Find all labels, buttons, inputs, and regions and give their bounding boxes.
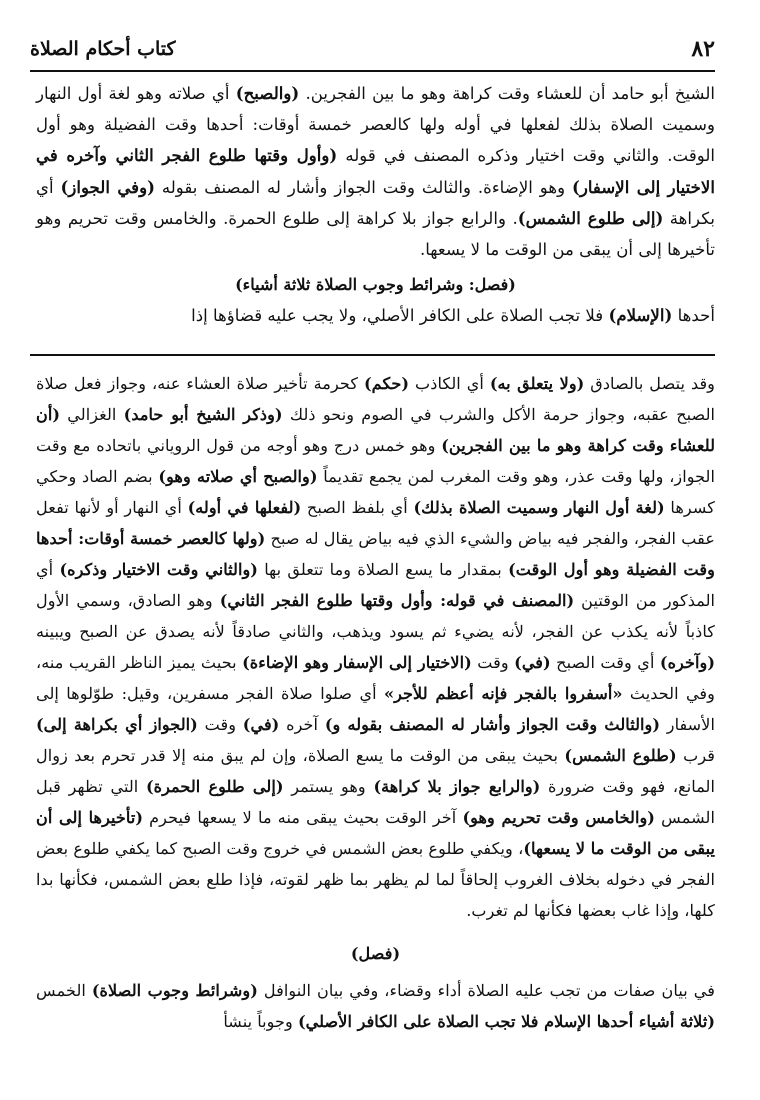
- bold-quoted-text: «أسفروا بالفجر فإنه أعظم للأجر»: [383, 684, 623, 703]
- text-run: التي تظهر قبل الشمس: [36, 777, 715, 827]
- text-run: أحدها: [672, 306, 715, 326]
- text-run: أي المذكور من الوقتين: [36, 560, 715, 610]
- commentary-paragraph: [36, 975, 715, 1037]
- commentary-paragraph: [36, 368, 715, 926]
- text-run: بمقدار ما يسع الصلاة وما تتعلق بها: [257, 560, 509, 579]
- bold-quoted-text: (والثاني وقت الاختيار وذكره): [59, 560, 258, 579]
- running-title: كتاب أحكام الصلاة: [30, 38, 176, 60]
- text-run: أي بلفظ الصبح: [301, 498, 414, 517]
- section-heading: (فصل: وشرائط وجوب الصلاة ثلاثة أشياء): [235, 274, 516, 294]
- text-run: بضم الصاد وحكي كسرها: [36, 467, 715, 517]
- text-run: وجوباً ينشأ: [223, 1012, 299, 1031]
- bold-quoted-text: (إلى طلوع الشمس): [517, 208, 664, 229]
- text-run: في بيان صفات من تجب عليه الصلاة أداء وقضاء، وفي بيان النوافل: [257, 981, 715, 1000]
- bold-quoted-text: (والرابع جواز بلا كراهة): [373, 777, 541, 796]
- bold-quoted-text: (الجواز أي بكراهة إلى): [36, 715, 198, 734]
- bold-quoted-text: (لفعلها في أوله): [187, 498, 302, 517]
- text-run: قرب: [676, 746, 715, 765]
- bold-quoted-text: (والصبح أي صلاته وهو): [158, 467, 318, 486]
- bold-quoted-text: (تأخيرها إلى أن يبقى من الوقت ما لا يسعها): [36, 808, 715, 858]
- text-run: أي وقت الصبح: [550, 653, 660, 672]
- text-run: أي صلاته وهو لغة أول النهار وسميت الصلاة بذلك لفعلها في أوله ولها كالعصر خمسة أوقات: أحدها وقت الفضيلة وهو أول الوقت. والثاني وقت اختيار وذكره المصنف في قوله: [36, 84, 715, 166]
- page-header: [30, 34, 715, 64]
- text-run: وقت: [197, 715, 243, 734]
- bold-quoted-text: (وشرائط وجوب الصلاة): [91, 981, 258, 1000]
- commentary-separator: [30, 354, 715, 356]
- bold-quoted-text: (وذكر الشيخ أبو حامد): [123, 405, 283, 424]
- text-run: آخره: [279, 715, 325, 734]
- page-number: ٨٢: [691, 36, 715, 62]
- bold-quoted-text: (أن للعشاء وقت كراهة وهو ما بين الفجرين): [36, 405, 715, 455]
- text-run: الشيخ أبو حامد أن للعشاء وقت كراهة وهو ما بين الفجرين.: [299, 84, 715, 103]
- bold-quoted-text: (وآخره): [659, 653, 715, 672]
- text-run: آخر الوقت بحيث يبقى منه ما لا يسعها فيحرم: [142, 808, 463, 827]
- text-run: وهو خمس درج وهو أوجه من قول الروياني باتحاده مع وقت الجواز، ولها وقت عذر، وهو وقت المغرب لمن يجمع تقديماً: [36, 436, 715, 486]
- text-run: . والرابع جواز بلا كراهة إلى طلوع الحمرة. والخامس وقت تحريم وهو تأخيرها إلى أن يبقى من الوقت ما لا يسعها.: [36, 209, 715, 259]
- bold-quoted-text: (إلى طلوع الحمرة): [145, 777, 284, 796]
- text-run: الغزالي: [60, 405, 124, 424]
- bold-quoted-text: (الاختيار إلى الإسفار وهو الإضاءة): [242, 653, 472, 672]
- bold-quoted-text: (ولا يتعلق به): [489, 374, 585, 393]
- text-run: بحيث يميز الناظر القريب منه، وفي الحديث: [36, 653, 715, 703]
- text-run: كحرمة تأخير صلاة العشاء عنه، وجواز فعل صلاة الصبح عقبه، وجواز حرمة الأكل والشرب في الصوم ونحو ذلك: [36, 374, 715, 424]
- bold-quoted-text: (طلوع الشمس): [564, 746, 677, 765]
- bold-quoted-text: (والخامس وقت تحريم وهو): [462, 808, 655, 827]
- bold-quoted-text: (في): [242, 715, 280, 734]
- bold-quoted-text: (الإسلام): [608, 305, 673, 326]
- main-text: [36, 78, 715, 332]
- bold-quoted-text: (والصبح): [235, 83, 300, 103]
- text-run: أي الكاذب: [409, 374, 490, 393]
- text-run: فلا تجب الصلاة على الكافر الأصلي، ولا يجب عليه قضاؤها إذا: [191, 306, 609, 326]
- bold-quoted-text: (وفي الجواز): [60, 176, 155, 197]
- bold-quoted-text: (حكم): [364, 374, 410, 393]
- bold-quoted-text: (وأول وقتها طلوع الفجر الثاني وآخره في الاختيار إلى الإسفار): [36, 145, 716, 197]
- text-run: وقت: [471, 653, 515, 672]
- text-run: وهو الصادق، وسمي الأول كاذباً لأنه يكذب عن الفجر، لأنه يضيء ثم يسود ويذهب، والثاني صادقاً لأنه يصدق عن الصبح ويبينه: [36, 591, 715, 641]
- text-run: أي النهار أو لأنها تفعل عقب الفجر، والفجر فيه بياض والشيء الذي فيه بياض يقال له صبح: [36, 498, 715, 548]
- text-run: وهو يستمر: [283, 777, 374, 796]
- commentary-section-heading: (فصل): [350, 944, 401, 963]
- bold-quoted-text: (لغة أول النهار وسميت الصلاة بذلك): [413, 498, 665, 517]
- text-run: أي صلوا صلاة الفجر مسفرين، وقيل: طوّلوها إلى الأسفار: [36, 684, 715, 734]
- text-run: الخمس: [36, 981, 92, 1000]
- bold-quoted-text: (ولها كالعصر خمسة أوقات: أحدها وقت الفضيلة وهو أول الوقت): [36, 529, 715, 579]
- text-run: وهو الإضاءة. والثالث وقت الجواز وأشار له المصنف بقوله: [154, 177, 573, 197]
- text-run: أي بكراهة: [36, 177, 715, 229]
- text-run: وقد يتصل بالصادق: [584, 374, 715, 393]
- bold-quoted-text: (في): [514, 653, 551, 672]
- main-text-paragraph: [36, 300, 715, 332]
- bold-quoted-text: (والثالث وقت الجواز وأشار له المصنف بقوله و): [324, 715, 660, 734]
- bold-quoted-text: (ثلاثة أشياء أحدها الإسلام فلا تجب الصلاة على الكافر الأصلي): [298, 1012, 715, 1031]
- text-run: بحيث يبقى من الوقت ما يسع الصلاة، وإن لم يبق منه إلا قدر تحرم بعد زوال المانع، فهو وقت ضرورة: [36, 746, 715, 796]
- main-text-paragraph: [36, 78, 715, 266]
- bold-quoted-text: (المصنف في قوله: وأول وقتها طلوع الفجر الثاني): [219, 591, 575, 610]
- text-run: ، ويكفي طلوع بعض الشمس في خروج وقت الصبح كما يكفي طلوع بعض الفجر في دخوله بخلاف الغروب إلحاقاً لما لم يظهر بما ظهر لقوته، فإذا طلع بعض الشمس، فكأنها بدا كلها، وإذا غاب بعضها فكأنها لم تغرب.: [36, 839, 715, 920]
- commentary-text: [36, 368, 715, 1037]
- header-rule: [30, 70, 715, 72]
